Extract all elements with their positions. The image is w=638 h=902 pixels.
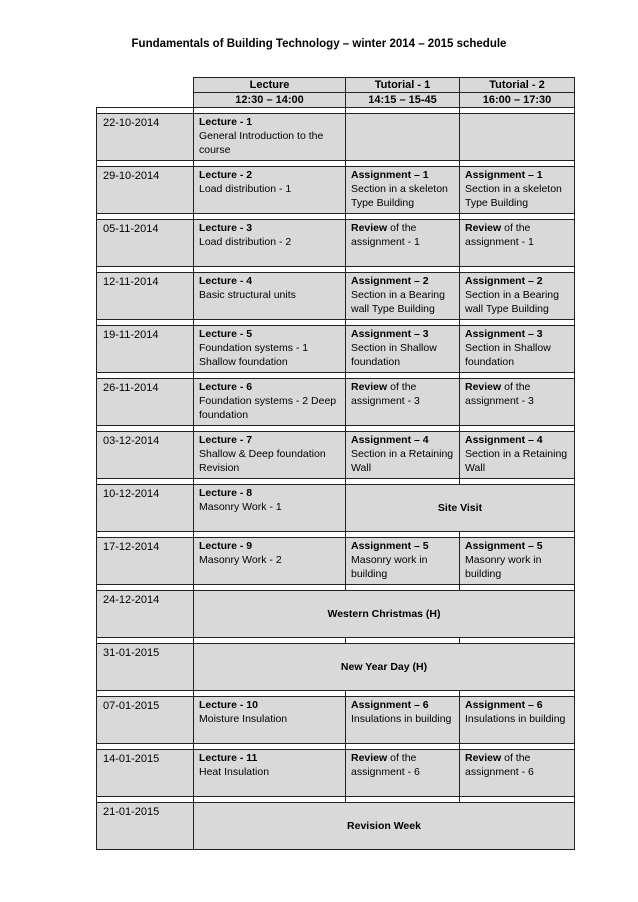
- schedule-row: [97, 803, 575, 850]
- lecture-cell-text: General Introduction to the course: [199, 130, 324, 156]
- tutorial-1-cell-text: assignment - 1: [351, 236, 420, 248]
- lecture-cell-heading: Lecture - 9: [199, 540, 253, 552]
- schedule-row: [97, 538, 575, 585]
- lecture-cell-text: Foundation systems - 1 Shallow foundation: [199, 342, 309, 368]
- tutorial-1-cell: [346, 273, 460, 320]
- lecture-cell-heading: Lecture - 5: [199, 328, 253, 340]
- lecture-cell-heading: Lecture - 1: [199, 116, 253, 128]
- lecture-cell-text: Moisture Insulation: [199, 713, 288, 725]
- tutorial-1-cell: [346, 167, 460, 214]
- lecture-cell-text: Basic structural units: [199, 289, 296, 301]
- tutorial-1-cell-text: Insulations in building: [351, 713, 452, 725]
- schedule-row: [97, 591, 575, 638]
- row-date: 03-12-2014: [97, 432, 194, 479]
- tutorial-2-cell: [460, 538, 575, 585]
- tutorial-1-cell-heading: Assignment – 3: [351, 328, 429, 340]
- tutorial-2-cell-text: assignment - 1: [465, 236, 534, 248]
- lecture-cell: [194, 750, 346, 797]
- lecture-cell-heading: Lecture - 10: [199, 699, 258, 711]
- lecture-cell-text: Load distribution - 2: [199, 236, 292, 248]
- lecture-cell: [194, 114, 346, 161]
- header-tutorial-2: Tutorial - 2: [460, 78, 575, 93]
- tutorial-1-cell-heading: Review: [351, 222, 388, 234]
- tutorial-2-cell-text: assignment - 6: [465, 766, 534, 778]
- schedule-row: [97, 750, 575, 797]
- tutorial-1-cell-suffix: of the: [387, 222, 417, 234]
- tutorial-2-cell-suffix: of the: [501, 222, 531, 234]
- tutorial-1-cell: [346, 750, 460, 797]
- schedule-row: [97, 379, 575, 426]
- tutorial-2-cell: [460, 273, 575, 320]
- corner-blank: [97, 78, 194, 93]
- tutorial-1-cell: [346, 326, 460, 373]
- lecture-cell-heading: Lecture - 8: [199, 487, 253, 499]
- header-time-lecture: 12:30 – 14:00: [194, 93, 346, 108]
- tutorial-2-cell: [460, 326, 575, 373]
- tutorial-2-cell-text: Section in a Retaining Wall: [465, 448, 568, 474]
- schedule-row: [97, 114, 575, 161]
- row-date: 14-01-2015: [97, 750, 194, 797]
- tutorial-2-cell: [460, 379, 575, 426]
- lecture-cell-heading: Lecture - 7: [199, 434, 253, 446]
- lecture-cell: [194, 432, 346, 479]
- lecture-cell-heading: Lecture - 6: [199, 381, 253, 393]
- header-time-tutorial-1: 14:15 – 15-45: [346, 93, 460, 108]
- lecture-cell-text: Load distribution - 1: [199, 183, 292, 195]
- tutorial-1-cell: [346, 432, 460, 479]
- header-tutorial-1: Tutorial - 1: [346, 78, 460, 93]
- row-date: 21-01-2015: [97, 803, 194, 850]
- lecture-cell-text: Shallow & Deep foundation Revision: [199, 448, 326, 474]
- page-title: Fundamentals of Building Technology – winter 2014 – 2015 schedule: [131, 38, 507, 50]
- row-date: 07-01-2015: [97, 697, 194, 744]
- lecture-cell: [194, 379, 346, 426]
- lecture-cell-text: Masonry Work - 2: [199, 554, 282, 566]
- header-lecture: Lecture: [194, 78, 346, 93]
- lecture-cell: [194, 485, 346, 532]
- row-date: 22-10-2014: [97, 114, 194, 161]
- tutorial-2-cell-heading: Review: [465, 752, 502, 764]
- row-date: 12-11-2014: [97, 273, 194, 320]
- schedule-row: [97, 220, 575, 267]
- lecture-cell: [194, 326, 346, 373]
- lecture-cell: [194, 273, 346, 320]
- row-date: 31-01-2015: [97, 644, 194, 691]
- row-date: 17-12-2014: [97, 538, 194, 585]
- tutorial-1-cell-text: Section in a Bearing wall Type Building: [351, 289, 445, 315]
- tutorial-2-cell-text: Insulations in building: [465, 713, 566, 725]
- tutorial-1-cell-heading: Review: [351, 752, 388, 764]
- tutorial-1-cell-text: Section in a skeleton Type Building: [351, 183, 448, 209]
- tutorial-2-cell-text: Masonry work in building: [465, 554, 542, 580]
- tutorial-2-cell-heading: Assignment – 5: [465, 540, 543, 552]
- tutorial-2-cell-suffix: of the: [501, 381, 531, 393]
- tutorial-2-cell-suffix: of the: [501, 752, 531, 764]
- tutorial-2-cell: [460, 167, 575, 214]
- tutorial-2-cell-heading: Assignment – 2: [465, 275, 543, 287]
- lecture-cell: [194, 167, 346, 214]
- tutorial-1-cell-heading: Assignment – 2: [351, 275, 429, 287]
- row-date: 10-12-2014: [97, 485, 194, 532]
- tutorial-1-cell-heading: Assignment – 1: [351, 169, 429, 181]
- tutorial-1-cell: [346, 114, 460, 161]
- tutorial-2-cell-heading: Review: [465, 381, 502, 393]
- schedule-row: [97, 432, 575, 479]
- schedule-row: [97, 697, 575, 744]
- tutorial-2-cell-heading: Assignment – 6: [465, 699, 543, 711]
- tutorial-1-cell-text: Section in a Retaining Wall: [351, 448, 454, 474]
- tutorial-2-cell-text: Section in a skeleton Type Building: [465, 183, 562, 209]
- row-date: 26-11-2014: [97, 379, 194, 426]
- tutorial-2-cell: [460, 432, 575, 479]
- schedule-row: [97, 326, 575, 373]
- row-date: 29-10-2014: [97, 167, 194, 214]
- tutorial-1-cell-text: assignment - 6: [351, 766, 420, 778]
- tutorial-2-cell-heading: Assignment – 3: [465, 328, 543, 340]
- lecture-cell-heading: Lecture - 4: [199, 275, 253, 287]
- holiday-cell: New Year Day (H): [194, 644, 575, 691]
- lecture-cell: [194, 538, 346, 585]
- tutorial-1-cell: [346, 697, 460, 744]
- schedule-table: [96, 77, 575, 850]
- tutorial-2-cell-heading: Assignment – 1: [465, 169, 543, 181]
- tutorial-2-cell: [460, 697, 575, 744]
- tutorial-1-cell: [346, 220, 460, 267]
- lecture-cell-heading: Lecture - 11: [199, 752, 258, 764]
- tutorial-1-cell-text: Section in Shallow foundation: [351, 342, 437, 368]
- row-date: 19-11-2014: [97, 326, 194, 373]
- tutorial-2-cell-text: Section in a Bearing wall Type Building: [465, 289, 559, 315]
- tutorial-1-cell-text: Masonry work in building: [351, 554, 428, 580]
- tutorial-span-cell: Site Visit: [346, 485, 575, 532]
- lecture-cell-text: Heat Insulation: [199, 766, 270, 778]
- tutorial-1-cell-text: assignment - 3: [351, 395, 420, 407]
- tutorial-1-cell: [346, 538, 460, 585]
- tutorial-2-cell: [460, 220, 575, 267]
- tutorial-2-cell-text: Section in Shallow foundation: [465, 342, 551, 368]
- schedule-row: [97, 167, 575, 214]
- tutorial-1-cell-heading: Review: [351, 381, 388, 393]
- corner-blank: [97, 93, 194, 108]
- row-date: 05-11-2014: [97, 220, 194, 267]
- tutorial-2-cell: [460, 114, 575, 161]
- lecture-cell: [194, 220, 346, 267]
- lecture-cell-heading: Lecture - 3: [199, 222, 253, 234]
- lecture-cell-heading: Lecture - 2: [199, 169, 253, 181]
- tutorial-1-cell: [346, 379, 460, 426]
- tutorial-1-cell-heading: Assignment – 6: [351, 699, 429, 711]
- header-time-tutorial-2: 16:00 – 17:30: [460, 93, 575, 108]
- tutorial-1-cell-suffix: of the: [387, 752, 417, 764]
- row-date: 24-12-2014: [97, 591, 194, 638]
- tutorial-1-cell-heading: Assignment – 4: [351, 434, 429, 446]
- tutorial-2-cell: [460, 750, 575, 797]
- holiday-cell: Western Christmas (H): [194, 591, 575, 638]
- tutorial-1-cell-suffix: of the: [387, 381, 417, 393]
- tutorial-2-cell-heading: Review: [465, 222, 502, 234]
- lecture-cell: [194, 697, 346, 744]
- schedule-row: [97, 485, 575, 532]
- lecture-cell-text: Masonry Work - 1: [199, 501, 282, 513]
- schedule-row: [97, 273, 575, 320]
- lecture-cell-text: Foundation systems - 2 Deep foundation: [199, 395, 337, 421]
- holiday-cell: Revision Week: [194, 803, 575, 850]
- tutorial-2-cell-text: assignment - 3: [465, 395, 534, 407]
- tutorial-1-cell-heading: Assignment – 5: [351, 540, 429, 552]
- tutorial-2-cell-heading: Assignment – 4: [465, 434, 543, 446]
- schedule-row: [97, 644, 575, 691]
